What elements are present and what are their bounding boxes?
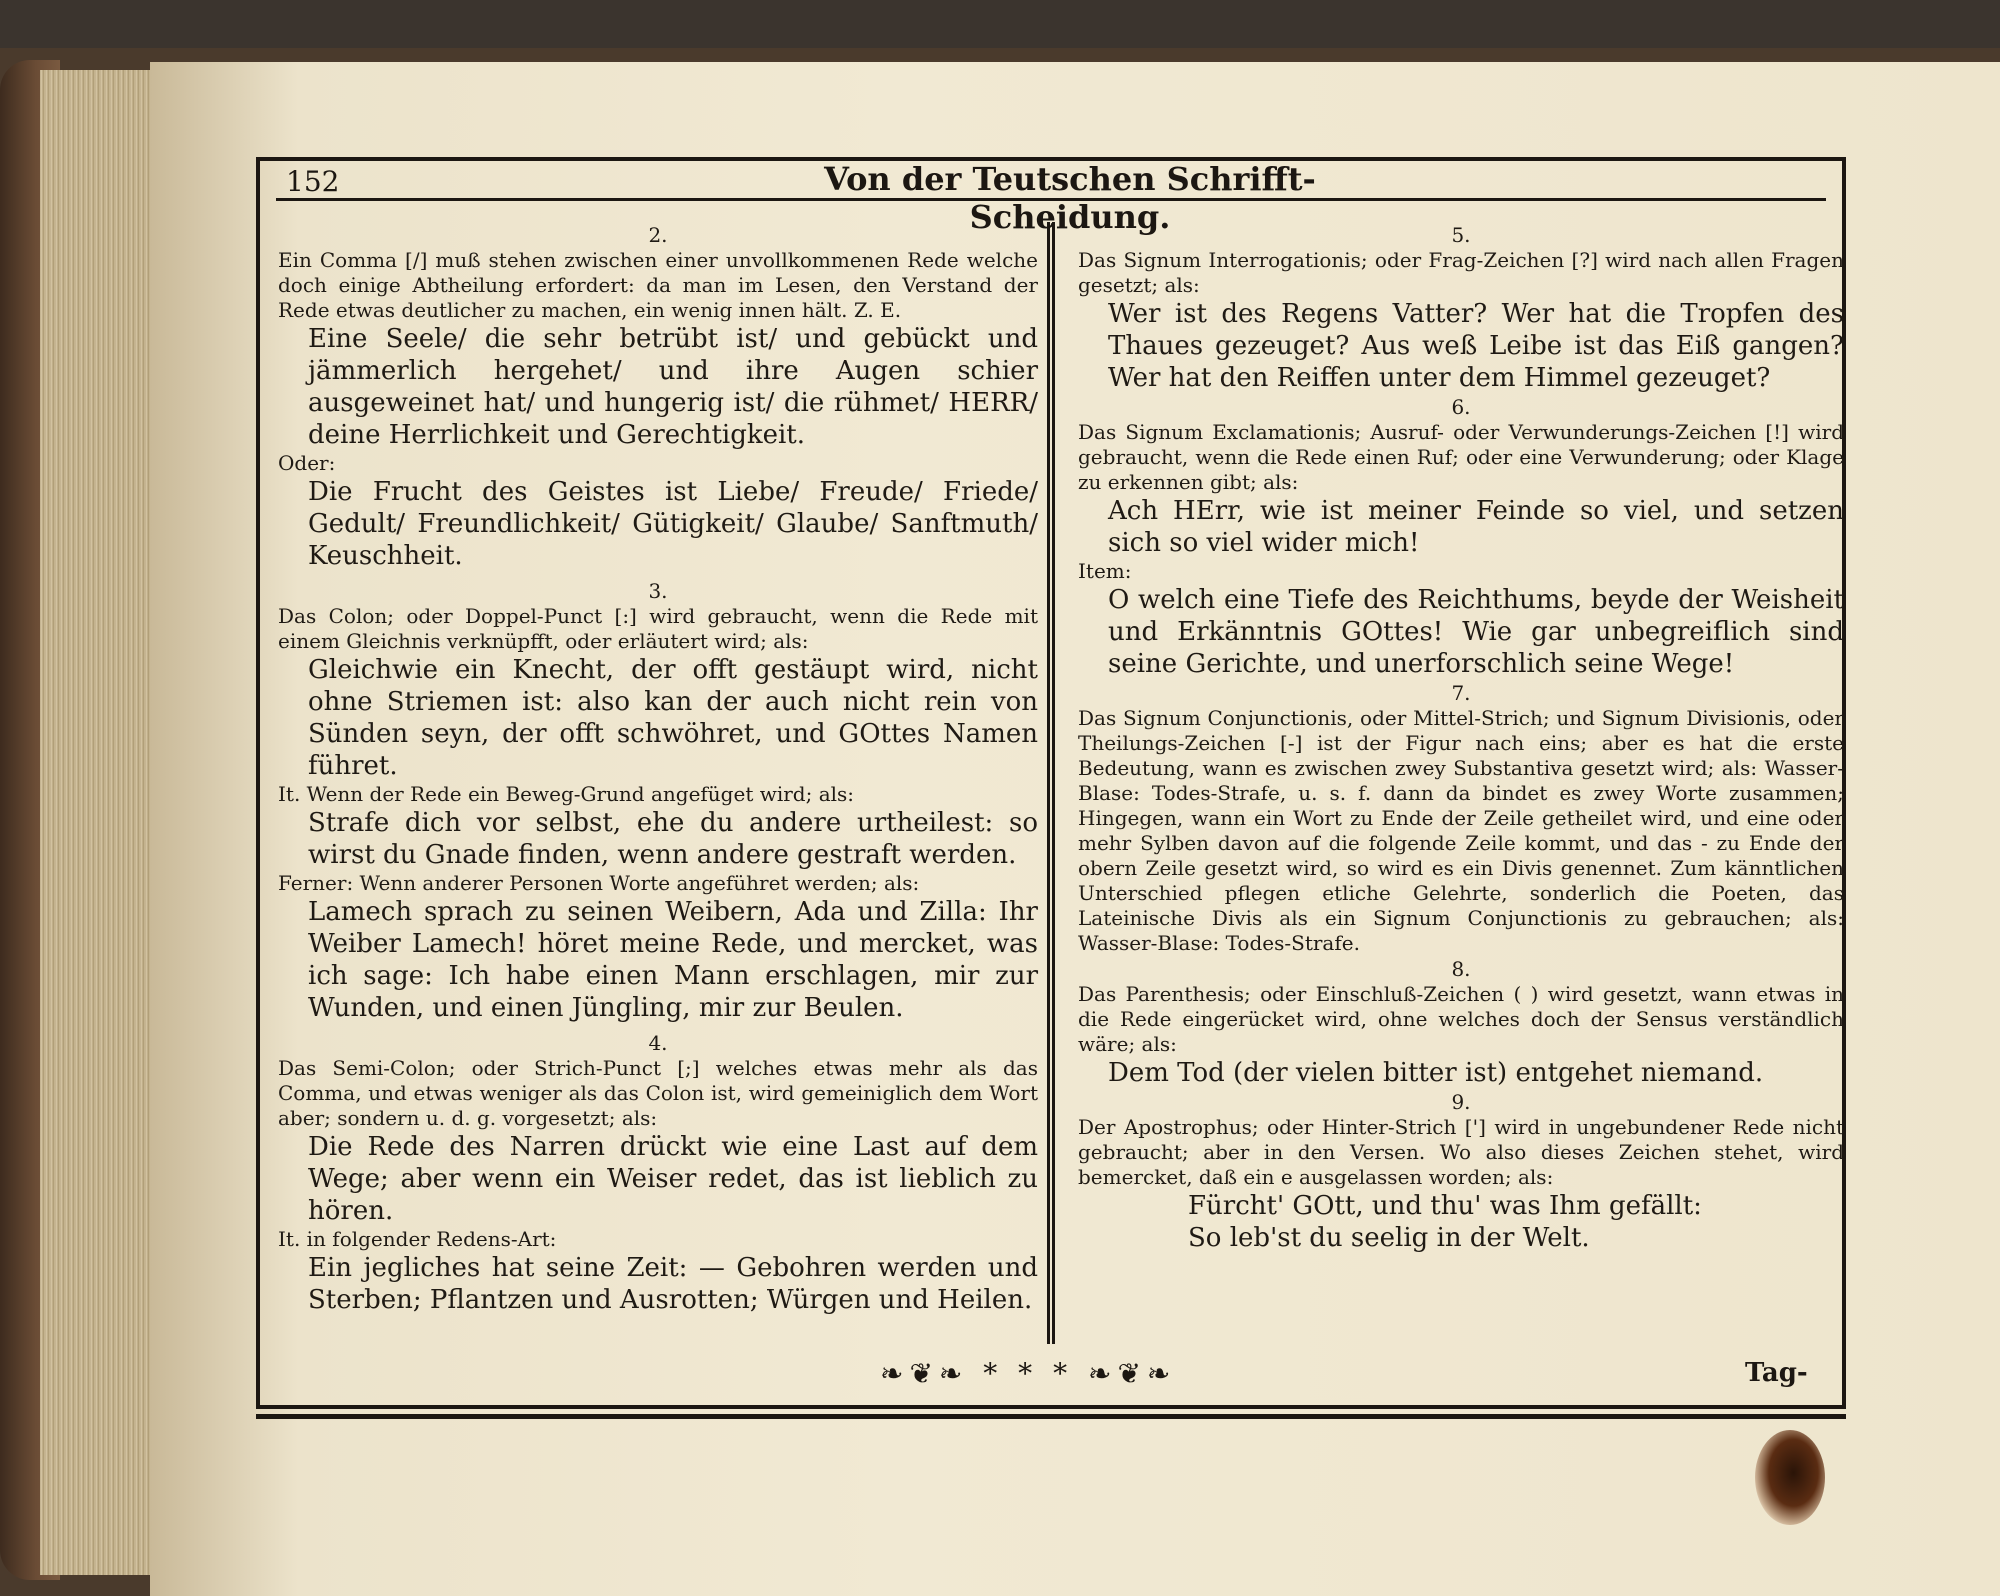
section-intro: Das Signum Exclamationis; Ausruf- oder Verwunderungs-Zeichen [!] wird gebraucht, wenn die Rede einen Ruf; oder eine Verwunderung; oder Klage zu erkennen gibt; als: [1078,420,1844,494]
catchword: Tag- [1745,1358,1808,1388]
left-column [278,222,1038,1316]
section-number: 4. [648,1031,668,1055]
column-divider [1047,222,1055,1344]
page-number: 152 [286,165,340,198]
example-text: Ein jegliches hat seine Zeit: — Gebohren werden und Sterben; Pflantzen und Ausrotten; Würgen und Heilen. [308,1253,1038,1315]
example-text: Gleichwie ein Knecht, der offt gestäupt wird, nicht ohne Striemen ist: also kan der auch nicht rein von Sünden seyn, der offt schwöhret, und GOttes Namen führet. [308,655,1038,781]
section-number: 7. [1451,681,1471,705]
section-number: 8. [1451,957,1471,981]
section-intro: Der Apostrophus; oder Hinter-Strich ['] wird in ungebundener Rede nicht gebraucht; aber in den Versen. Wo also dieses Zeichen stehet, wird bemercket, daß ein e ausgelassen worden; als: [1078,1115,1844,1189]
example-text: Strafe dich vor selbst, ehe du andere urtheilest: so wirst du Gnade finden, wenn andere gestraft werden. [308,808,1038,870]
connector-label: Oder: [278,451,336,475]
example-text: Die Frucht des Geistes ist Liebe/ Freude/ Friede/ Gedult/ Freundlichkeit/ Gütigkeit/ Glaube/ Sanftmuth/ Keuschheit. [308,477,1038,571]
ornament-fleuron: ❧❦❧ * * * ❧❦❧ [880,1357,1177,1390]
example-text: Eine Seele/ die sehr betrübt ist/ und gebückt und jämmerlich hergehet/ und ihre Augen schier ausgeweinet hat/ und hungerig ist/ die rühmet/ HERR/ deine Herrlichkeit und Gerechtigkeit. [308,324,1038,450]
section-number: 3. [648,579,668,603]
section-intro: Das Parenthesis; oder Einschluß-Zeichen ( ) wird gesetzt, wann etwas in die Rede eingerücket wird, ohne welches doch der Sensus verständlich wäre; als: [1078,982,1844,1056]
running-title: Von der Teutschen Schrifft-Scheidung. [824,160,1316,236]
verse-line: Fürcht' GOtt, und thu' was Ihm gefällt: [1188,1191,1702,1221]
section-number: 6. [1451,395,1471,419]
page-edges [40,70,160,1575]
connector-label: Item: [1078,559,1132,583]
section-intro: Das Semi-Colon; oder Strich-Punct [;] welches etwas mehr als das Comma, und etwas weniger als das Colon ist, wird gemeiniglich dem Wort aber; sondern u. d. g. vorgesetzt; als: [278,1056,1038,1130]
right-column [1078,222,1844,1254]
connector-label: Ferner: Wenn anderer Personen Worte angeführet werden; als: [278,871,920,895]
section-number: 9. [1451,1090,1471,1114]
example-text: Ach HErr, wie ist meiner Feinde so viel, und setzen sich so viel wider mich! [1108,496,1844,558]
verse-line: So leb'st du seelig in der Welt. [1188,1223,1590,1253]
ink-stain [1755,1430,1825,1525]
section-intro: Das Signum Interrogationis; oder Frag-Zeichen [?] wird nach allen Fragen gesetzt; als: [1078,248,1844,297]
section-number: 2. [648,223,668,247]
frame-bottom-rule [256,1414,1846,1419]
section-number: 5. [1451,223,1471,247]
example-text: Wer ist des Regens Vatter? Wer hat die Tropfen des Thaues gezeuget? Aus weß Leibe ist das Eiß gangen? Wer hat den Reiffen unter dem Himmel gezeuget? [1108,299,1844,393]
section-intro: Das Colon; oder Doppel-Punct [:] wird gebraucht, wenn die Rede mit einem Gleichnis verknüpfft, oder erläutert wird; als: [278,604,1038,653]
example-text: Dem Tod (der vielen bitter ist) entgehet niemand. [1108,1058,1764,1088]
connector-label: It. in folgender Redens-Art: [278,1227,557,1251]
section-intro: Ein Comma [/] muß stehen zwischen einer unvollkommenen Rede welche doch einige Abtheilung erfordert: da man im Lesen, den Verstand der Rede etwas deutlicher zu machen, ein wenig innen hält. Z. E. [278,248,1038,322]
example-text: Die Rede des Narren drückt wie eine Last auf dem Wege; aber wenn ein Weiser redet, das ist lieblich zu hören. [308,1132,1038,1226]
connector-label: It. Wenn der Rede ein Beweg-Grund angefüget wird; als: [278,782,855,806]
example-text: O welch eine Tiefe des Reichthums, beyde der Weisheit und Erkänntnis GOttes! Wie gar unbegreiflich sind seine Gerichte, und unerforschlich seine Wege! [1108,585,1844,679]
section-intro: Das Signum Conjunctionis, oder Mittel-Strich; und Signum Divisionis, oder Theilungs-Zeichen [-] ist der Figur nach eins; aber es hat die erste Bedeutung, wann es zwischen zwey Substantiva gesetzt wird; als: Wasser-Blase: Todes-Strafe, u. s. f. dann da bindet es zwey Worte zusammen; Hingegen, wann ein Wort zu Ende der Zeile getheilet wird, und eine oder mehr Sylben davon auf die folgende Zeile kommt, und das - zu Ende der obern Zeile gesetzt wird, so wird es ein Divis genennet. Zum känntlichen Unterschied pflegen etliche Gelehrte, sonderlich die Poeten, das Lateinische Divis als ein Signum Conjunctionis zu gebrauchen; als: Wasser-Blase: Todes-Strafe. [1078,706,1844,955]
example-text: Lamech sprach zu seinen Weibern, Ada und Zilla: Ihr Weiber Lamech! höret meine Rede, und mercket, was ich sage: Ich habe einen Mann erschlagen, mir zur Wunden, und einen Jüngling, mir zur Beulen. [308,897,1038,1023]
